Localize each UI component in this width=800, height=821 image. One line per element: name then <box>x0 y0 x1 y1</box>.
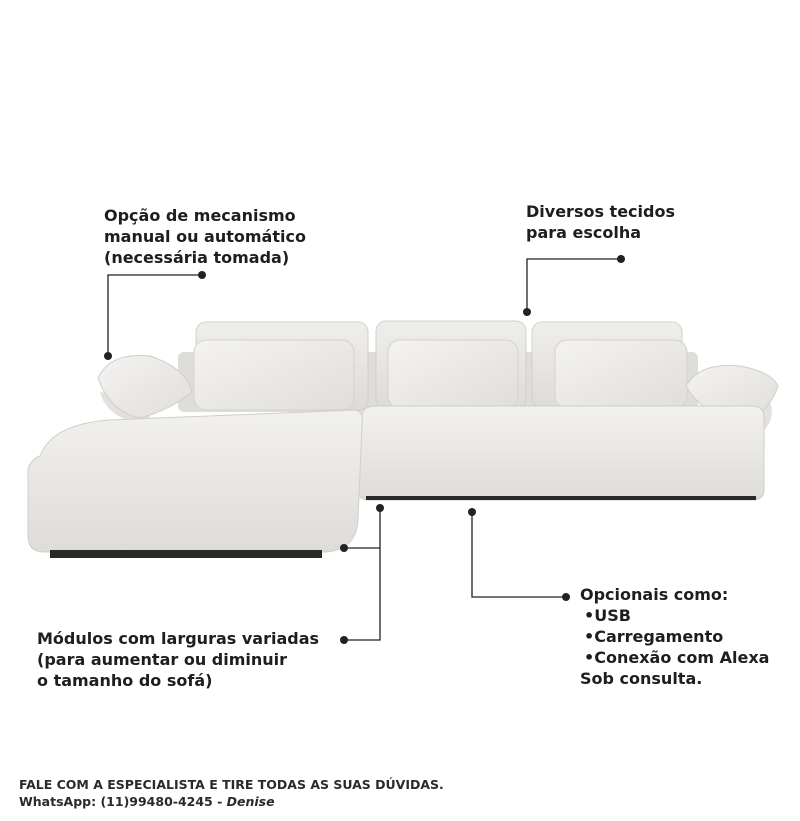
callout-mechanism <box>104 205 306 268</box>
callout-options-item-usb: •USB <box>584 606 631 625</box>
callout-fabrics-line-2: para escolha <box>526 223 642 242</box>
callout-modules <box>37 628 319 691</box>
callout-modules-line-1: Módulos com larguras variadas <box>37 629 320 648</box>
throw-pillows <box>194 340 687 410</box>
callout-mechanism-line-2: manual ou automático <box>104 227 306 246</box>
callout-fabrics <box>526 201 675 243</box>
footer-whatsapp: WhatsApp: (11)99480-4245 - <box>19 794 227 809</box>
callout-options-note: Sob consulta. <box>580 669 703 688</box>
callout-fabrics-line-1: Diversos tecidos <box>526 202 675 221</box>
callout-options-item-alexa: •Conexão com Alexa <box>584 648 770 667</box>
callout-options-title: Opcionais como: <box>580 585 729 604</box>
right-seat-module <box>358 406 764 500</box>
chaise-module <box>28 410 362 558</box>
callout-mechanism-line-1: Opção de mecanismo <box>104 206 296 225</box>
footer-contact-name: Denise <box>226 794 275 809</box>
callout-mechanism-line-3: (necessária tomada) <box>104 248 290 267</box>
footer-line-1: FALE COM A ESPECIALISTA E TIRE TODAS AS SUAS DÚVIDAS. <box>19 777 444 792</box>
callout-modules-line-3: o tamanho do sofá) <box>37 671 213 690</box>
callout-modules-line-2: (para aumentar ou diminuir <box>37 650 288 669</box>
callout-options <box>580 584 769 689</box>
callout-options-item-charging: •Carregamento <box>584 627 724 646</box>
footer-line-2 <box>19 793 444 810</box>
footer-contact <box>19 776 444 810</box>
